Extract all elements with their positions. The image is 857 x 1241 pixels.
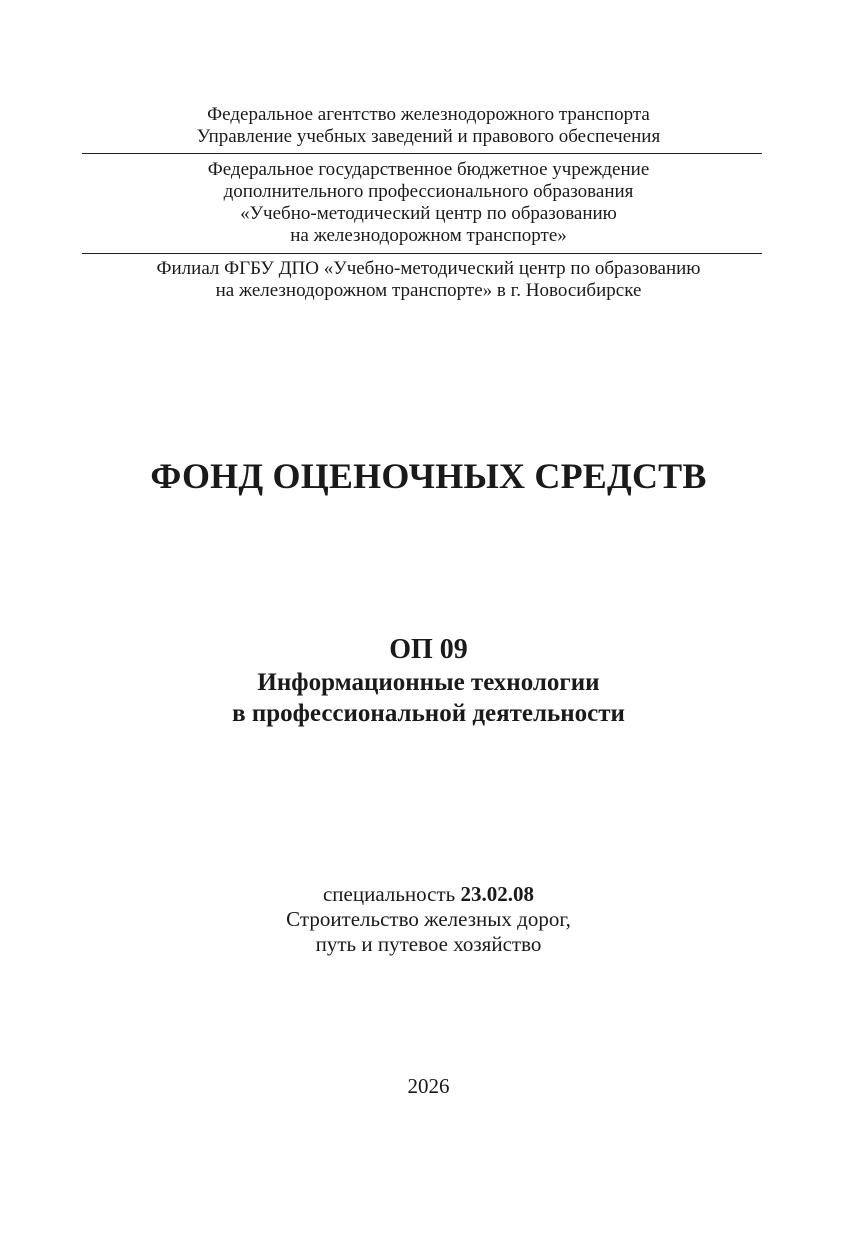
branch-header — [0, 258, 857, 302]
specialty-name-line: путь и путевое хозяйство — [315, 932, 542, 956]
specialty-label-line — [0, 882, 857, 907]
institution-line: «Учебно-методический центр по образованию — [240, 203, 617, 224]
specialty-block — [0, 882, 857, 957]
specialty-name-line: Строительство железных дорог, — [286, 907, 571, 931]
discipline-block — [0, 633, 857, 729]
year: 2026 — [407, 1074, 450, 1098]
institution-line: Федеральное государственное бюджетное учреждение — [207, 159, 650, 180]
branch-line: на железнодорожном транспорте» в г. Новосибирске — [215, 280, 642, 301]
agency-line: Федеральное агентство железнодорожного транспорта — [207, 104, 650, 125]
discipline-name-line: в профессиональной деятельности — [232, 700, 625, 727]
specialty-code: 23.02.08 — [460, 882, 534, 906]
agency-header — [0, 104, 857, 148]
specialty-label: специальность — [322, 882, 456, 906]
institution-line: на железнодорожном транспорте» — [290, 225, 567, 246]
discipline-code: ОП 09 — [389, 634, 468, 665]
institution-header — [0, 159, 857, 247]
discipline-name-line: Информационные технологии — [257, 669, 600, 696]
department-line: Управление учебных заведений и правового обеспечения — [196, 126, 661, 147]
document-title: ФОНД ОЦЕНОЧНЫХ СРЕДСТВ — [150, 456, 707, 496]
branch-line: Филиал ФГБУ ДПО «Учебно-методический центр по образованию — [156, 258, 701, 279]
header-divider — [82, 153, 762, 154]
header-divider — [82, 253, 762, 254]
institution-line: дополнительного профессионального образования — [223, 181, 634, 202]
